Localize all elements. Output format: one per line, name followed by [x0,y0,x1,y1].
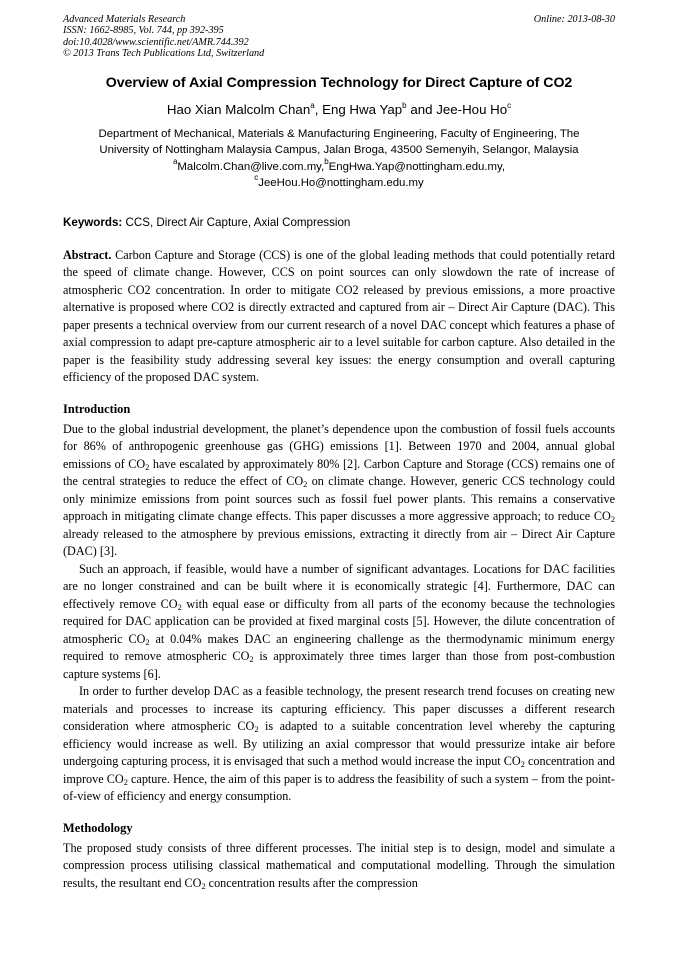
subscript: 2 [610,515,615,525]
keywords-label: Keywords: [63,215,123,229]
subscript: 2 [145,637,150,647]
paragraph-text: is adapted to a suitable concentration level whereby the capturing efficiency would increase as well. By utilizing an axial compressor that would pressurize intake air before undergoing capturing process, it is envisaged that such a method would increase the input CO [63,719,615,769]
journal-header [63,14,615,59]
author-name: Eng Hwa Yap [322,102,403,118]
section-heading-introduction: Introduction [63,401,131,416]
keywords-text: CCS, Direct Air Capture, Axial Compression [122,215,351,229]
intro-paragraph-3 [63,683,615,806]
paragraph-text: The proposed study consists of three different processes. The initial step is to design, model and simulate a compression process utilising classical mathematical and computational modelling. Through the simulation results, the resultant end CO [63,840,615,890]
author-name: Jee-Hou Ho [436,102,508,118]
email-superscript: c [254,172,259,182]
abstract-label: Abstract. [63,247,112,262]
email-link[interactable]: EngHwa.Yap@nottingham.edu.my, [328,161,506,174]
author-emails [63,157,615,191]
paragraph-text: on climate change. However, generic CCS technology could only minimize emissions from point sources such as fossil fuel power plants. This remains a conservative approach in mitigating climate change effects. This paper discusses a more aggressive approach; to reduce CO [63,474,615,524]
author-list [63,102,615,117]
author-superscript: c [507,101,512,111]
abstract [63,247,615,387]
abstract-text: Carbon Capture and Storage (CCS) is one of the global leading methods that could potentially retard the speed of climate change. However, CCS on point sources can only slowdown the rate of increase of atmospheric CO2 concentration. In order to mitigate CO2 released by previous emissions, a more proactive alternative is proposed where CO2 is directly extracted and captured from air – Direct Air Capture (DAC). This paper presents a technical overview from our current research of a novel DAC concept which features a phase of axial compression to adapt pre-capture atmospheric air to a level suitable for carbon capture. Also detailed in the paper is the feasibility study addressing several key issues: the energy consumption and overall capturing efficiency of the proposed DAC system. [63,247,615,385]
paragraph-text: Such an approach, if feasible, would have a number of significant advantages. Locations for DAC facilities are no longer constrained and can be built where it is economically strategic [4]. Furthermore, DAC can effectively remove CO [63,561,615,611]
subscript: 2 [303,480,308,490]
online-date: Online: 2013-08-30 [533,14,615,25]
copyright-line: © 2013 Trans Tech Publications Ltd, Switzerland [63,47,265,59]
subscript: 2 [177,602,182,612]
affiliation-line: University of Nottingham Malaysia Campus, Jalan Broga, 43500 Semenyih, Selangor, Malaysia [99,143,579,156]
paragraph-text: concentration results after the compression [205,875,418,890]
intro-paragraph-1 [63,421,615,561]
email-link[interactable]: Malcolm.Chan@live.com.my, [177,161,325,174]
paragraph-text: with equal ease or difficulty from all parts of the economy because the technologies required for DAC application can be provided at fixed marginal costs [5]. However, the dilute concentration of atmospheric CO [63,596,616,646]
paragraph-text: In order to further develop DAC as a feasible technology, the present research trend focuses on creating new materials and processes to increase its capturing efficiency. This paper discusses a different research consideration where atmospheric CO [63,684,615,734]
paragraph-text: Due to the global industrial development, the planet’s dependence upon the combustion of fossil fuels accounts for 86% of anthropogenic greenhouse gas (GHG) emissions [1]. Between 1970 and 2004, annual global emissions of CO [63,421,615,471]
email-superscript: a [172,157,178,167]
email-link[interactable]: JeeHou.Ho@nottingham.edu.my [258,176,424,189]
intro-paragraph-2 [63,561,615,684]
subscript: 2 [254,725,259,735]
paragraph-text: concentration and improve CO [63,754,615,786]
author-separator: , [314,102,323,118]
keywords [63,216,615,229]
paragraph-text: is approximately three times larger than those from post-combustion capture systems [6]. [63,649,615,681]
paper-page [63,14,615,892]
author-superscript: a [310,101,315,111]
author-superscript: b [402,101,407,111]
issn-line: ISSN: 1662-8985, Vol. 744, pp 392-395 [63,25,224,37]
affiliation [63,127,615,158]
author-separator: and [406,102,437,118]
paragraph-text: already released to the atmosphere by previous emissions, extracting it directly from air – Direct Air Capture (DAC) [3]. [63,526,615,559]
methodology-paragraph-1 [63,840,615,893]
author-name: Hao Xian Malcolm Chan [166,102,311,118]
section-heading-methodology: Methodology [63,820,133,835]
paper-title: Overview of Axial Compression Technology for Direct Capture of CO2 [105,75,573,92]
email-superscript: b [324,157,329,167]
subscript: 2 [520,760,525,770]
journal-name: Advanced Materials Research [63,14,186,25]
subscript: 2 [145,462,150,472]
paragraph-text: capture. Hence, the aim of this paper is to address the feasibility of such a system – from the point-of-view of efficiency and energy consumption. [63,771,615,804]
subscript: 2 [123,777,128,787]
subscript: 2 [249,655,254,665]
paragraph-text: at 0.04% makes DAC an engineering challenge as the thermodynamic minimum energy required to remove atmospheric CO [63,631,615,664]
doi-line: doi:10.4028/www.scientific.net/AMR.744.392 [63,36,249,48]
subscript: 2 [201,881,206,891]
paragraph-text: have escalated by approximately 80% [2]. Carbon Capture and Storage (CCS) remains one of the central strategies to reduce the effect of CO [63,456,615,489]
affiliation-line: Department of Mechanical, Materials & Manufacturing Engineering, Faculty of Engineering, The [98,128,580,141]
